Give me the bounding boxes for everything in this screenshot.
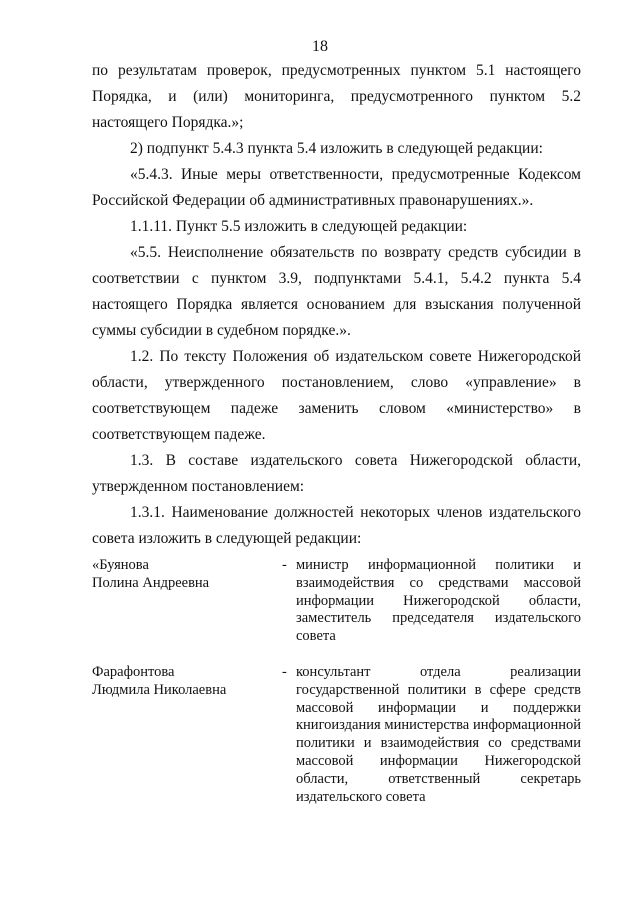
member-name: Фарафонтова Людмила Николаевна bbox=[92, 663, 227, 698]
paragraph: 1.1.11. Пункт 5.5 изложить в следующей редакции: bbox=[130, 218, 468, 235]
paragraph: 1.2. По тексту Положения об издательском совете Нижегородской области, утвержденного постановлением, слово «управление» в соответствующем падеже заменить словом «министерство» в соответствующем падеже. bbox=[92, 348, 581, 443]
paragraph: 2) подпункт 5.4.3 пункта 5.4 изложить в следующей редакции: bbox=[130, 140, 543, 157]
paragraph: по результатам проверок, предусмотренных пунктом 5.1 настоящего Порядка, и (или) мониторинга, предусмотренного пунктом 5.2 настоящего Порядка.»; bbox=[92, 62, 581, 131]
member-position: консультант отдела реализации государственной политики в сфере средств массовой информации и поддержки книгоиздания министерства информационной политики и взаимодействия со средствами массовой информации Нижегородской области, ответственный секретарь издательского совета bbox=[296, 663, 581, 805]
council-member-list bbox=[92, 557, 581, 824]
paragraph: «5.5. Неисполнение обязательств по возврату средств субсидии в соответствии с пунктом 3.9, подпунктами 5.4.1, 5.4.2 пункта 5.4 настоящего Порядка является основанием для взыскания полученной суммы субсидии в судебном порядке.». bbox=[92, 244, 581, 339]
council-member-entry bbox=[92, 664, 581, 806]
member-name: «Буянова Полина Андреевна bbox=[92, 557, 210, 591]
paragraph: 1.3.1. Наименование должностей некоторых членов издательского совета изложить в следующей редакции: bbox=[92, 504, 581, 547]
paragraph: 1.3. В составе издательского совета Нижегородской области, утвержденном постановлением: bbox=[92, 452, 581, 495]
member-dash: - bbox=[282, 557, 287, 573]
page-number: 18 bbox=[312, 38, 328, 55]
document-body bbox=[92, 58, 581, 552]
member-dash: - bbox=[282, 663, 287, 680]
council-member-entry bbox=[92, 557, 581, 646]
paragraph: «5.4.3. Иные меры ответственности, предусмотренные Кодексом Российской Федерации об административных правонарушениях.». bbox=[92, 166, 581, 209]
member-position: министр информационной политики и взаимодействия со средствами массовой информации Нижегородской области, заместитель председателя издательского совета bbox=[296, 557, 581, 645]
